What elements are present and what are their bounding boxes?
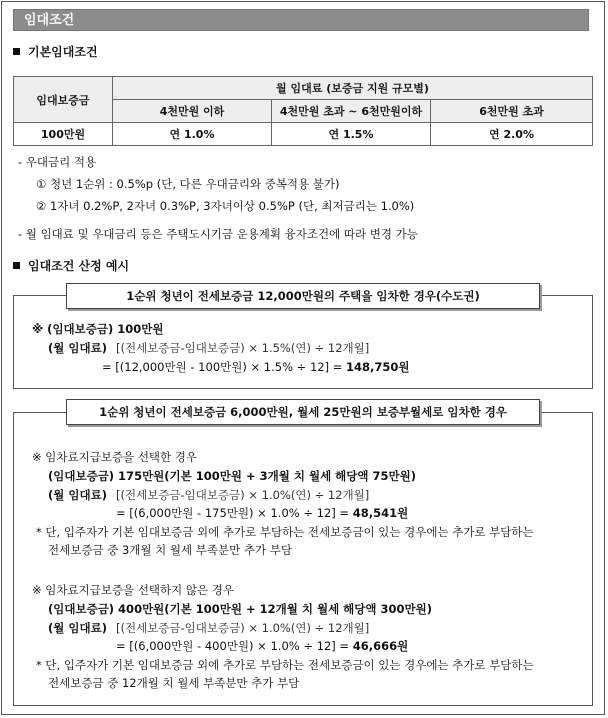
rate-1: 연 1.0% — [113, 123, 272, 146]
rate-2: 연 1.5% — [272, 123, 431, 146]
case2-note-2: 전세보증금 중 12개월 치 월세 부족분만 추가 부담 — [48, 676, 300, 690]
case1-heading: ※ 임차료지급보증을 선택한 경우 — [32, 450, 198, 464]
section-heading-text: 기본임대조건 — [28, 45, 98, 59]
case1-result: 48,541원 — [352, 506, 409, 520]
col-header-1: 4천만원 이하 — [113, 100, 272, 123]
case2-rent-label: (월 임대료) — [48, 621, 107, 635]
case2-note-1: * 단, 입주자가 기본 임대보증금 외에 추가로 부담하는 전세보증금이 있는 경우에는 추가로 부담하는 — [36, 658, 534, 672]
page-title: 임대조건 — [13, 9, 589, 31]
example2-title: 1순위 청년이 전세보증금 6,000만원, 월세 25만원의 보증부월세로 임차한 경우 — [66, 399, 540, 425]
example1-calc-text: = [(12,000만원 - 100만원) × 1.5% ÷ 12] — [102, 360, 330, 374]
rent-header: 월 임대료 (보증금 지원 규모별) — [113, 77, 593, 100]
case1-deposit: (임대보증금) 175만원(기본 100만원 + 3개월 치 월세 해당액 75만원) — [48, 469, 416, 483]
example1-equals: = — [332, 360, 343, 374]
case2-calc-text: = [(6,000만원 - 400만원) × 1.0% ÷ 12] — [116, 639, 336, 653]
case1-rent-label: (월 임대료) — [48, 488, 107, 502]
example1-calc — [102, 359, 410, 375]
case2-calc — [116, 638, 408, 654]
example1-formula: [(전세보증금-임대보증금) × 1.5%(연) ÷ 12개월] — [116, 341, 370, 355]
case1-equals: = — [339, 506, 350, 520]
case1-note-1: * 단, 입주자가 기본 임대보증금 외에 추가로 부담하는 전세보증금이 있는 경우에는 추가로 부담하는 — [36, 525, 534, 539]
section-heading-basic — [13, 43, 98, 60]
square-bullet-icon — [13, 262, 20, 269]
deposit-value: 100만원 — [14, 123, 113, 146]
example1-title: 1순위 청년이 전세보증금 12,000만원의 주택을 임차한 경우(수도권) — [66, 283, 540, 309]
col-header-3: 6천만원 초과 — [431, 100, 593, 123]
section-heading-example — [13, 257, 129, 274]
case1-note-2: 전세보증금 중 3개월 치 월세 부족분만 추가 부담 — [48, 543, 292, 557]
case2-deposit: (임대보증금) 400만원(기본 100만원 + 12개월 치 월세 해당액 300만원) — [48, 602, 432, 616]
example1-deposit: ※ (임대보증금) 100만원 — [32, 322, 164, 336]
case2-heading: ※ 임차료지급보증을 선택하지 않은 경우 — [32, 583, 234, 597]
rate-table — [13, 76, 593, 146]
case1-formula: [(전세보증금-임대보증금) × 1.0%(연) ÷ 12개월] — [116, 488, 370, 502]
preferential-title: - 우대금리 적용 — [18, 155, 97, 169]
square-bullet-icon — [13, 48, 20, 55]
rate-3: 연 2.0% — [431, 123, 593, 146]
preferential-item-1: ① 청년 1순위 : 0.5%p (단, 다른 우대금리와 중복적용 불가) — [36, 177, 340, 191]
case1-calc — [116, 505, 408, 521]
case2-formula: [(전세보증금-임대보증금) × 1.0%(연) ÷ 12개월] — [116, 621, 370, 635]
case2-equals: = — [339, 639, 350, 653]
case2-result: 46,666원 — [352, 639, 409, 653]
preferential-item-2: ② 1자녀 0.2%P, 2자녀 0.3%P, 3자녀이상 0.5%P (단, 최저금리는 1.0%) — [36, 199, 415, 213]
example1-rent-label: (월 임대료) — [48, 341, 107, 355]
deposit-header: 임대보증금 — [14, 77, 113, 123]
col-header-2: 4천만원 초과 ~ 6천만원이하 — [272, 100, 431, 123]
case1-calc-text: = [(6,000만원 - 175만원) × 1.0% ÷ 12] — [116, 506, 336, 520]
example1-result: 148,750원 — [346, 360, 410, 374]
change-note: - 월 임대료 및 우대금리 등은 주택도시기금 운용계획 융자조건에 따라 변경 가능 — [18, 227, 418, 241]
section-heading-text: 임대조건 산정 예시 — [28, 259, 130, 273]
